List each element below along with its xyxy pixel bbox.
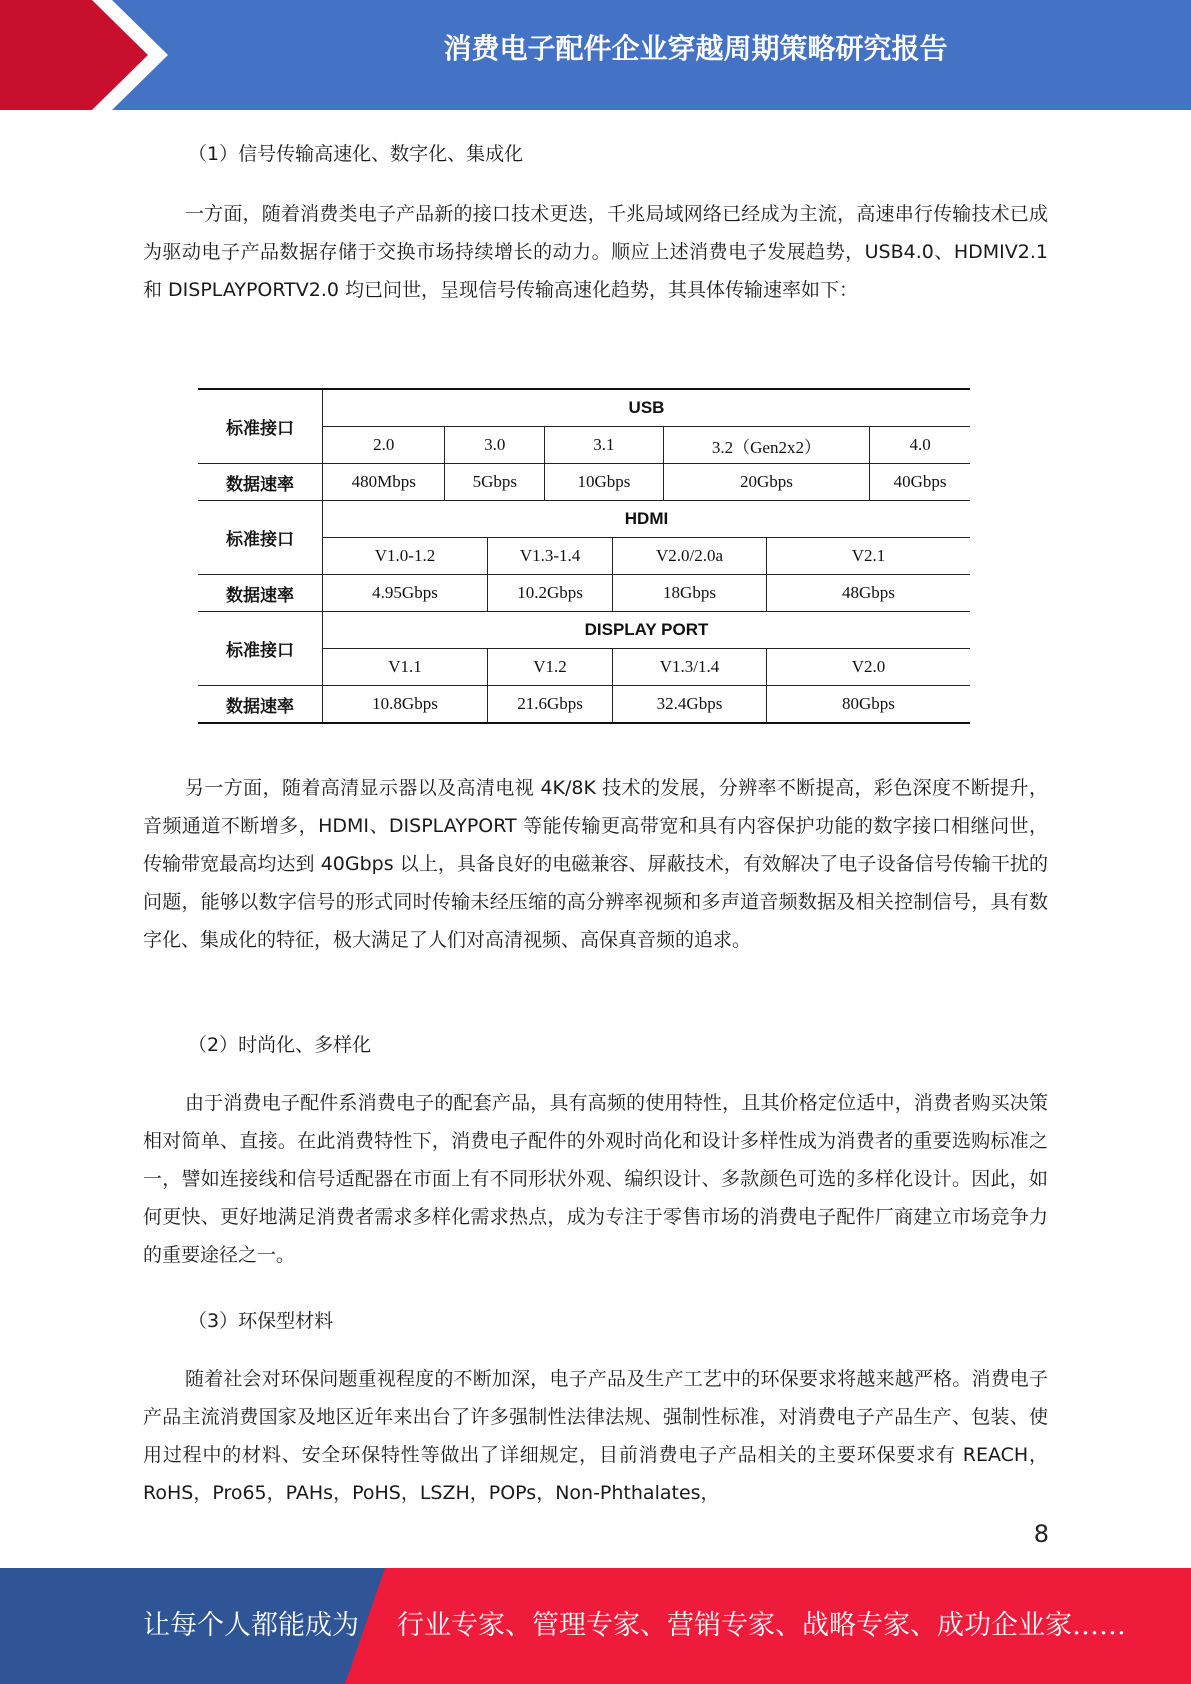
table-label-interface: 标准接口 <box>198 612 323 686</box>
usb-group-header: USB <box>323 389 971 427</box>
section-3-paragraph: 随着社会对环保问题重视程度的不断加深，电子产品及生产工艺中的环保要求将越来越严格。消费电子产品主流消费国家及地区近年来出台了许多强制性法律法规、强制性标准，对消费电子产品生产、包装、使用过程中的材料、安全环保特性等做出了详细规定，目前消费电子产品相关的主要环保要求有 REACH，RoHS，Pro65，PAHs，PoHS，LSZH，POPs，Non-Phthalates， <box>143 1368 1048 1504</box>
hdmi-rate: 18Gbps <box>613 575 767 612</box>
hdmi-version: V2.1 <box>766 538 970 575</box>
usb-version: 3.0 <box>445 427 545 464</box>
section-heading-3: （3）环保型材料 <box>188 1310 334 1332</box>
dp-rate: 21.6Gbps <box>488 686 613 724</box>
hdmi-rate: 48Gbps <box>766 575 970 612</box>
usb-rate: 480Mbps <box>323 464 445 501</box>
usb-version: 3.2（Gen2x2） <box>663 427 870 464</box>
hdmi-version: V1.3-1.4 <box>488 538 613 575</box>
dp-version: V1.1 <box>323 649 488 686</box>
hdmi-rate: 4.95Gbps <box>323 575 488 612</box>
interface-speed-table <box>198 388 970 723</box>
dp-version: V1.2 <box>488 649 613 686</box>
page-header <box>0 0 1191 110</box>
dp-rate: 32.4Gbps <box>613 686 767 724</box>
page-footer <box>0 1568 1191 1684</box>
section-2-paragraph: 由于消费电子配件系消费电子的配套产品，具有高频的使用特性，且其价格定位适中，消费者购买决策相对简单、直接。在此消费特性下，消费电子配件的外观时尚化和设计多样性成为消费者的重要选购标准之一，譬如连接线和信号适配器在市面上有不同形状外观、编织设计、多款颜色可选的多样化设计。因此，如何更快、更好地满足消费者需求多样化需求热点，成为专注于零售市场的消费电子配件厂商建立市场竞争力的重要途径之一。 <box>143 1092 1048 1266</box>
section-heading-1: （1）信号传输高速化、数字化、集成化 <box>188 143 524 165</box>
dp-version: V1.3/1.4 <box>613 649 767 686</box>
dp-rate: 10.8Gbps <box>323 686 488 724</box>
usb-rate: 5Gbps <box>445 464 545 501</box>
hdmi-rate: 10.2Gbps <box>488 575 613 612</box>
section-heading-2: （2）时尚化、多样化 <box>188 1034 372 1056</box>
table-label-rate: 数据速率 <box>198 464 323 501</box>
usb-rate: 40Gbps <box>870 464 970 501</box>
hdmi-version: V2.0/2.0a <box>613 538 767 575</box>
page-number: 8 <box>1033 1520 1049 1548</box>
usb-version: 4.0 <box>870 427 970 464</box>
dp-rate: 80Gbps <box>766 686 970 724</box>
footer-slogan-right: 行业专家、管理专家、营销专家、战略专家、成功企业家…… <box>397 1610 1126 1641</box>
usb-rate: 20Gbps <box>663 464 870 501</box>
report-title: 消费电子配件企业穿越周期策略研究报告 <box>443 32 948 65</box>
dp-version: V2.0 <box>766 649 970 686</box>
usb-version: 3.1 <box>545 427 663 464</box>
table-label-interface: 标准接口 <box>198 501 323 575</box>
dp-group-header: DISPLAY PORT <box>323 612 971 649</box>
usb-rate: 10Gbps <box>545 464 663 501</box>
hdmi-version: V1.0-1.2 <box>323 538 488 575</box>
usb-version: 2.0 <box>323 427 445 464</box>
table-label-rate: 数据速率 <box>198 686 323 724</box>
section-1-paragraph-2: 另一方面，随着高清显示器以及高清电视 4K/8K 技术的发展，分辨率不断提高，彩色深度不断提升，音频通道不断增多，HDMI、DISPLAYPORT 等能传输更高带宽和具有内容保护功能的数字接口相继问世，传输带宽最高均达到 40Gbps 以上，具备良好的电磁兼容、屏蔽技术，有效解决了电子设备信号传输干扰的问题，能够以数字信号的形式同时传输未经压缩的高分辨率视频和多声道音频数据及相关控制信号，具有数字化、集成化的特征，极大满足了人们对高清视频、高保真音频的追求。 <box>143 777 1048 951</box>
hdmi-group-header: HDMI <box>323 501 971 538</box>
table-label-interface: 标准接口 <box>198 389 323 464</box>
footer-slogan-left: 让每个人都能成为 <box>143 1610 359 1641</box>
table-label-rate: 数据速率 <box>198 575 323 612</box>
section-1-paragraph-1: 一方面，随着消费类电子产品新的接口技术更迭，千兆局域网络已经成为主流，高速串行传输技术已成为驱动电子产品数据存储于交换市场持续增长的动力。顺应上述消费电子发展趋势，USB4.0、HDMIV2.1 和 DISPLAYPORTV2.0 均已问世，呈现信号传输高速化趋势，其具体传输速率如下： <box>143 203 1048 301</box>
